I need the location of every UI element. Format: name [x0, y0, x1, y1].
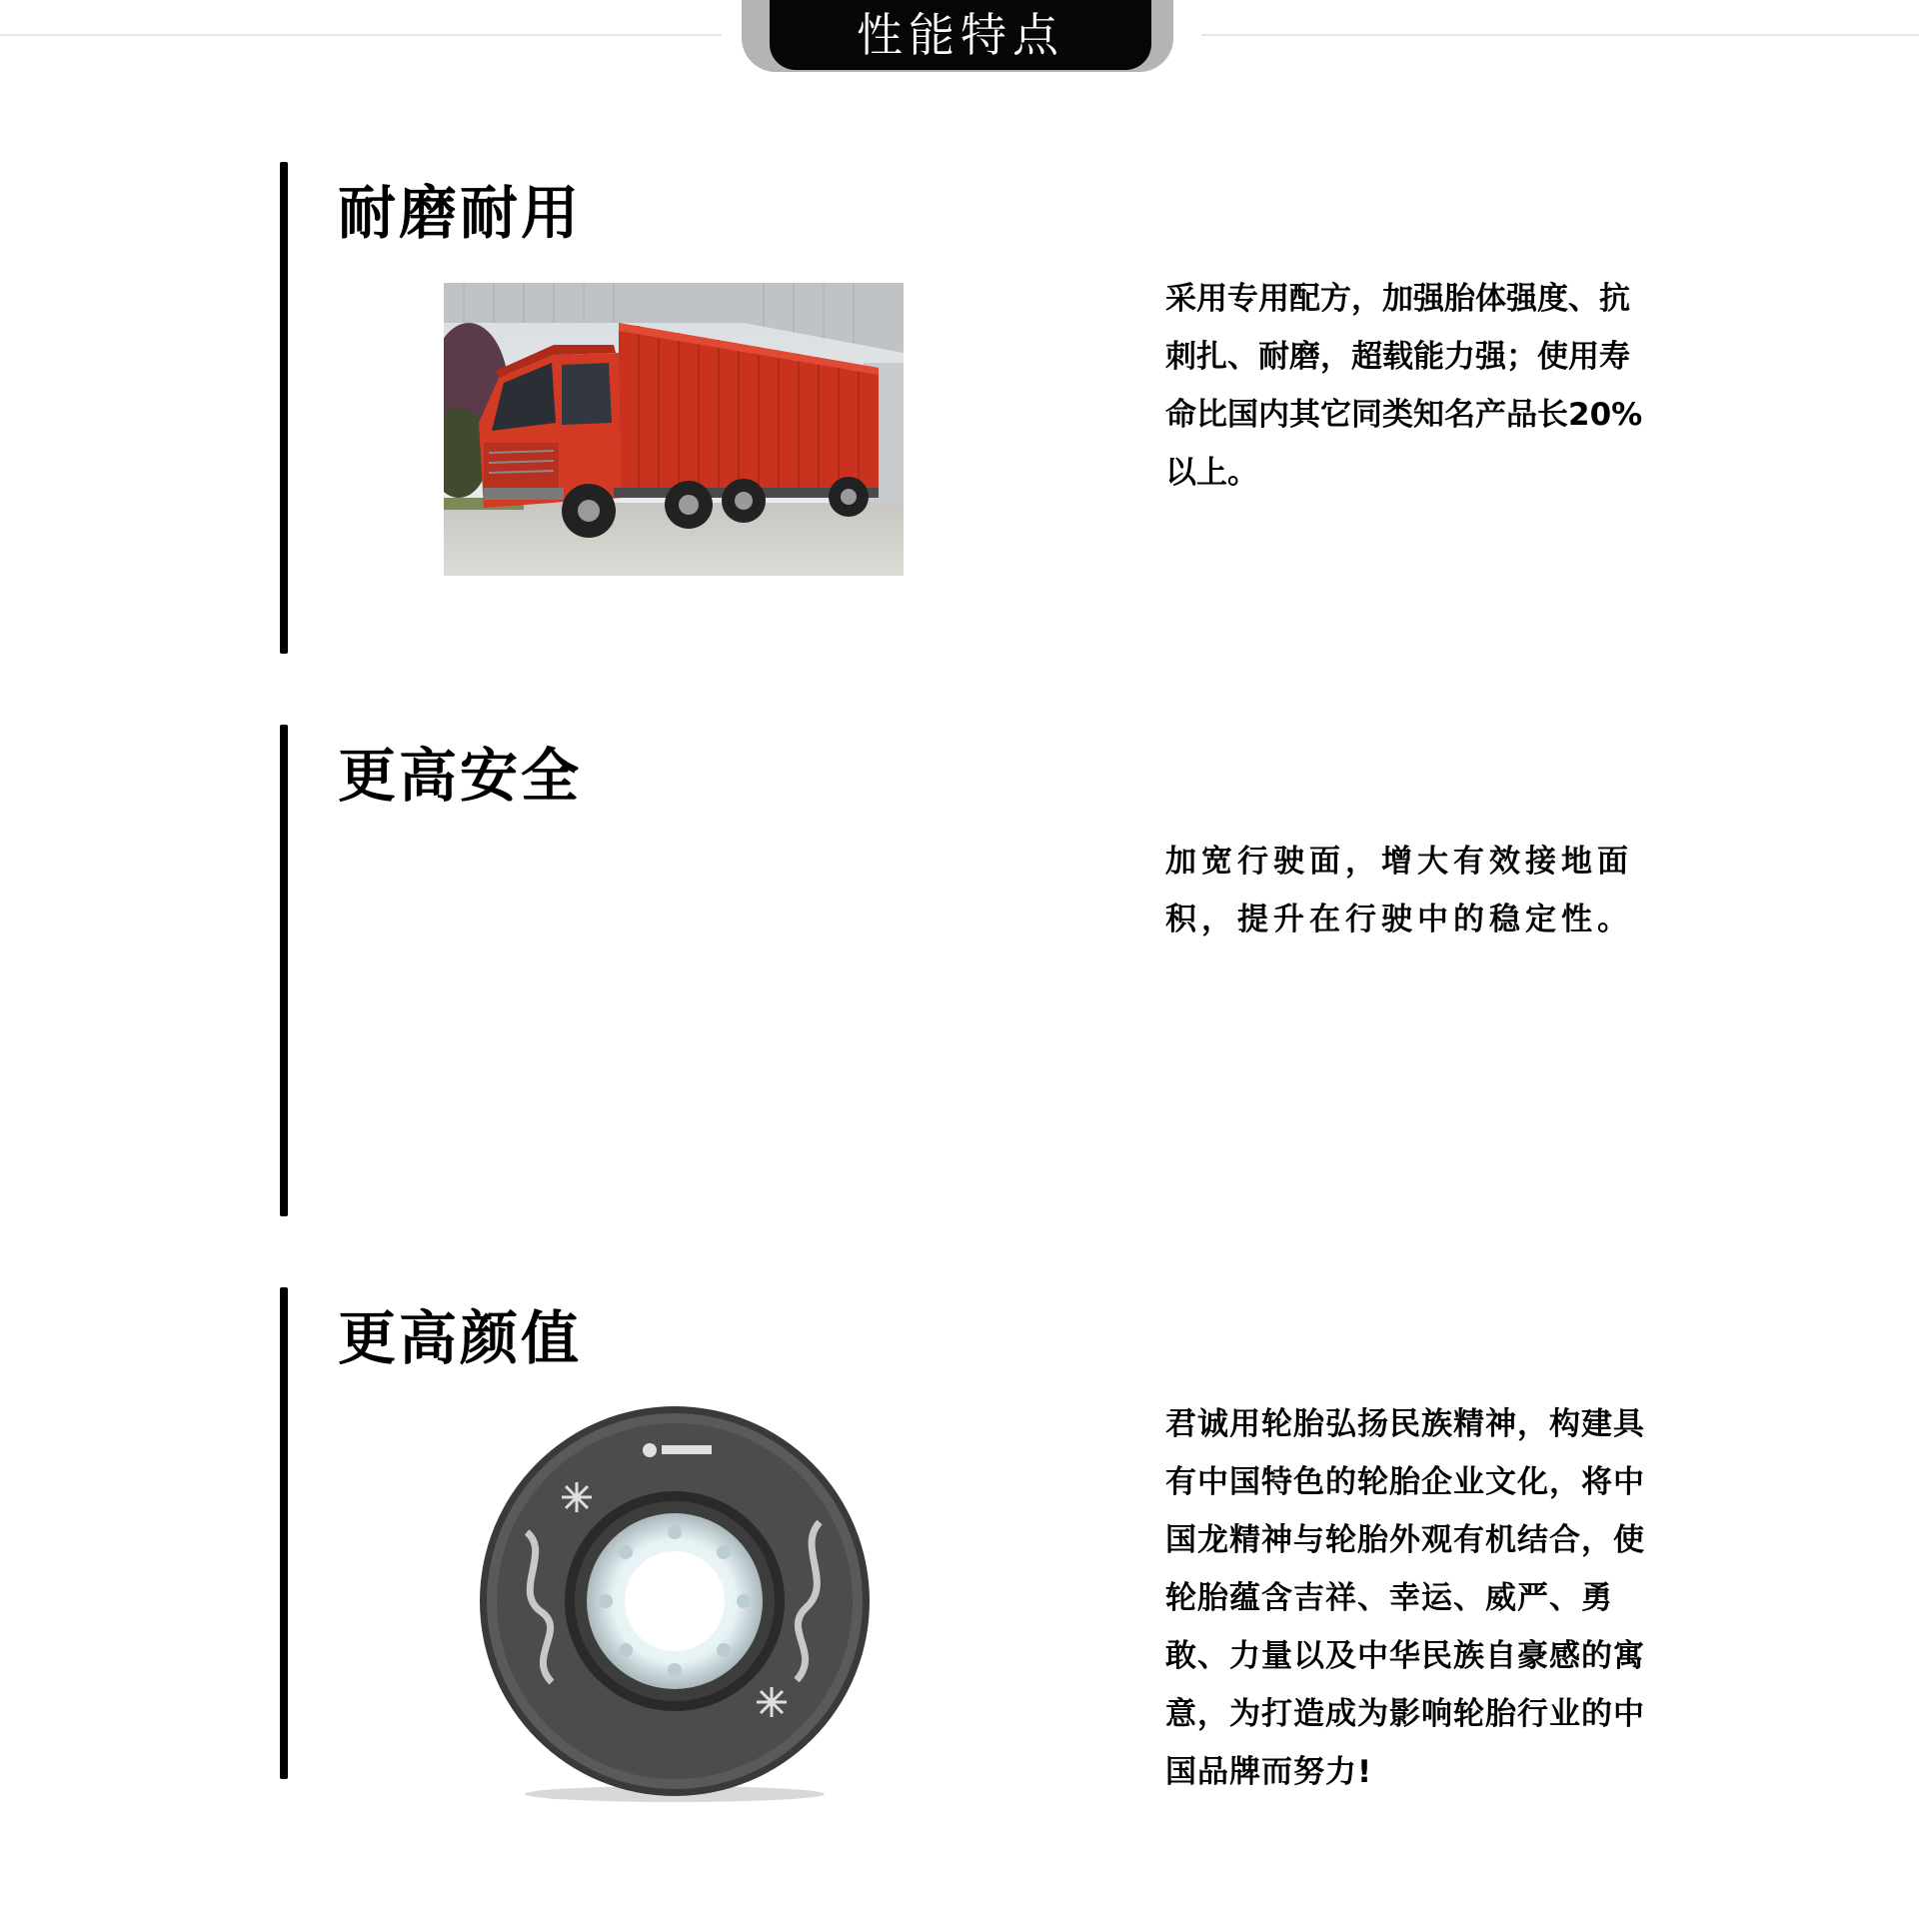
section-description: 采用专用配方，加强胎体强度、抗刺扎、耐磨，超载能力强；使用寿命比国内其它同类知名产品长20%以上。: [1165, 281, 1643, 491]
page-title: 性能特点: [857, 8, 1064, 62]
section-title: 耐磨耐用: [338, 179, 583, 247]
section-title: 更高颜值: [338, 1304, 583, 1372]
feature-section-appearance: [0, 1287, 1919, 1790]
section-title: 更高安全: [338, 742, 583, 810]
header-divider-right: [1201, 34, 1919, 36]
section-description: 加宽行驶面，增大有效接地面积，提升在行驶中的稳定性。: [1165, 844, 1633, 938]
header-tab: [770, 0, 1151, 70]
feature-section-safety: [0, 725, 1919, 1216]
red-box-truck-photo: [444, 283, 904, 576]
feature-section-durability: [0, 162, 1919, 654]
section-accent-bar: [280, 725, 288, 1216]
section-description: 君诚用轮胎弘扬民族精神，构建具有中国特色的轮胎企业文化，将中国龙精神与轮胎外观有机结合，使轮胎蕴含吉祥、幸运、威严、勇敢、力量以及中华民族自豪感的寓意，为打造成为影响轮胎行业的中国品牌而努力!: [1165, 1406, 1645, 1790]
header-divider-left: [0, 34, 722, 36]
section-accent-bar: [280, 162, 288, 654]
truck-tire-photo: [472, 1402, 878, 1804]
section-accent-bar: [280, 1287, 288, 1779]
